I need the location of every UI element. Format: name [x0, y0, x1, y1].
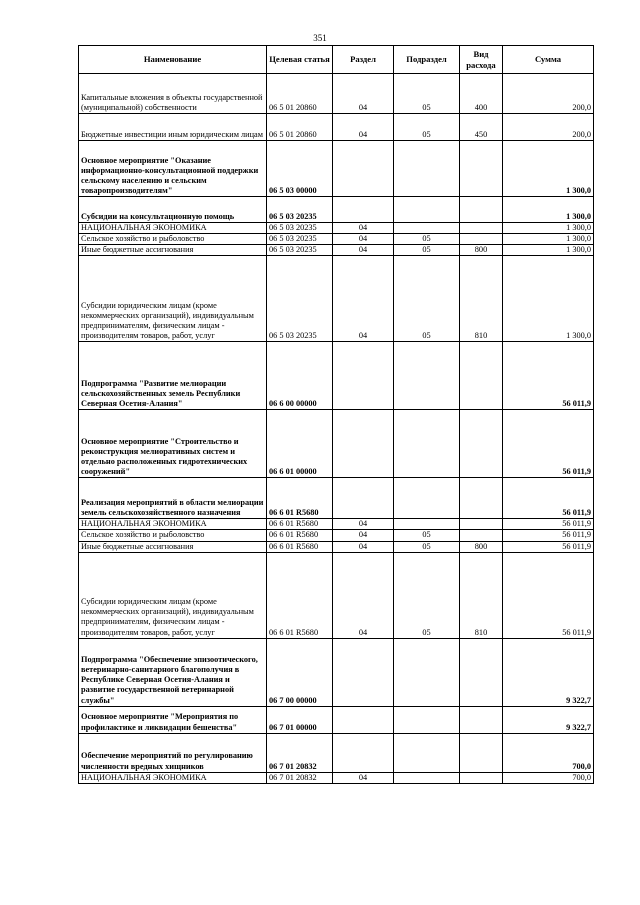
- table-header-row: [79, 46, 594, 74]
- cell-section: 04: [333, 519, 394, 530]
- cell-code: 06 6 01 00000: [267, 410, 333, 478]
- cell-section: 04: [333, 245, 394, 256]
- cell-subsection: 05: [394, 552, 460, 638]
- cell-code: 06 6 01 R5680: [267, 530, 333, 541]
- cell-name: Иные бюджетные ассигнования: [79, 541, 267, 552]
- cell-expense: [460, 197, 503, 223]
- table-row: [79, 234, 594, 245]
- page-number: 351: [313, 33, 327, 43]
- cell-code: 06 7 00 00000: [267, 638, 333, 706]
- cell-code: 06 6 01 R5680: [267, 552, 333, 638]
- cell-code: 06 6 01 R5680: [267, 478, 333, 519]
- cell-code: 06 5 03 20235: [267, 245, 333, 256]
- cell-section: [333, 410, 394, 478]
- header-subsection: Подраздел: [394, 46, 460, 74]
- cell-name: НАЦИОНАЛЬНАЯ ЭКОНОМИКА: [79, 772, 267, 783]
- cell-subsection: 05: [394, 541, 460, 552]
- cell-name: Сельское хозяйство и рыболовство: [79, 530, 267, 541]
- cell-expense: [460, 530, 503, 541]
- cell-name: Иные бюджетные ассигнования: [79, 245, 267, 256]
- cell-sum: 700,0: [503, 772, 594, 783]
- cell-sum: 1 300,0: [503, 223, 594, 234]
- cell-sum: 200,0: [503, 114, 594, 141]
- table-row: [79, 638, 594, 706]
- cell-name: НАЦИОНАЛЬНАЯ ЭКОНОМИКА: [79, 519, 267, 530]
- cell-sum: 56 011,9: [503, 342, 594, 410]
- table-row: [79, 114, 594, 141]
- cell-subsection: [394, 733, 460, 772]
- cell-name: Субсидии на консультационную помощь: [79, 197, 267, 223]
- budget-table: [78, 45, 594, 784]
- cell-name: Основное мероприятие "Оказание информационно-консультационной поддержки сельскому населению и сельским товаропроизводителям": [79, 141, 267, 197]
- cell-name: Сельское хозяйство и рыболовство: [79, 234, 267, 245]
- cell-subsection: [394, 197, 460, 223]
- cell-expense: [460, 638, 503, 706]
- header-expense: Вид расхода: [460, 46, 503, 74]
- cell-subsection: [394, 478, 460, 519]
- cell-section: 04: [333, 74, 394, 114]
- cell-expense: [460, 410, 503, 478]
- table-row: [79, 530, 594, 541]
- cell-sum: 700,0: [503, 733, 594, 772]
- cell-code: 06 7 01 20832: [267, 772, 333, 783]
- cell-expense: [460, 478, 503, 519]
- cell-section: [333, 197, 394, 223]
- cell-code: 06 5 01 20860: [267, 114, 333, 141]
- cell-subsection: [394, 772, 460, 783]
- cell-expense: [460, 772, 503, 783]
- cell-code: 06 6 00 00000: [267, 342, 333, 410]
- cell-section: 04: [333, 541, 394, 552]
- table-row: [79, 245, 594, 256]
- cell-section: [333, 478, 394, 519]
- cell-subsection: 05: [394, 234, 460, 245]
- cell-expense: 810: [460, 552, 503, 638]
- cell-section: 04: [333, 256, 394, 342]
- cell-name: Основное мероприятие "Строительство и реконструкция мелиоративных систем и отдельно расположенных гидротехнических сооружений": [79, 410, 267, 478]
- cell-sum: 1 300,0: [503, 256, 594, 342]
- cell-expense: [460, 342, 503, 410]
- cell-name: Основное мероприятие "Мероприятия по профилактике и ликвидации бешенства": [79, 706, 267, 733]
- cell-code: 06 5 03 20235: [267, 234, 333, 245]
- cell-name: Субсидии юридическим лицам (кроме некоммерческих организаций), индивидуальным предпринимателям, физическим лицам - производителям товаров, работ, услуг: [79, 552, 267, 638]
- cell-sum: 1 300,0: [503, 245, 594, 256]
- cell-code: 06 6 01 R5680: [267, 519, 333, 530]
- cell-subsection: [394, 706, 460, 733]
- cell-expense: 810: [460, 256, 503, 342]
- cell-code: 06 5 03 20235: [267, 256, 333, 342]
- cell-name: Субсидии юридическим лицам (кроме некоммерческих организаций), индивидуальным предпринимателям, физическим лицам - производителям товаров, работ, услуг: [79, 256, 267, 342]
- cell-expense: [460, 519, 503, 530]
- header-code: Целевая статья: [267, 46, 333, 74]
- cell-code: 06 6 01 R5680: [267, 541, 333, 552]
- cell-subsection: [394, 519, 460, 530]
- cell-name: Капитальные вложения в объекты государственной (муниципальной) собственности: [79, 74, 267, 114]
- cell-sum: 9 322,7: [503, 638, 594, 706]
- table-body: [79, 74, 594, 784]
- header-sum: Сумма: [503, 46, 594, 74]
- cell-name: Подпрограмма "Развитие мелиорации сельскохозяйственных земель Республики Северная Осетия-Алания": [79, 342, 267, 410]
- cell-expense: 400: [460, 74, 503, 114]
- cell-subsection: 05: [394, 530, 460, 541]
- cell-subsection: 05: [394, 256, 460, 342]
- cell-section: [333, 706, 394, 733]
- cell-expense: [460, 706, 503, 733]
- cell-code: 06 5 01 20860: [267, 74, 333, 114]
- cell-expense: [460, 234, 503, 245]
- table-row: [79, 706, 594, 733]
- cell-code: 06 5 03 20235: [267, 197, 333, 223]
- table-row: [79, 74, 594, 114]
- cell-sum: 1 300,0: [503, 234, 594, 245]
- cell-expense: 800: [460, 541, 503, 552]
- table-row: [79, 410, 594, 478]
- cell-section: 04: [333, 772, 394, 783]
- cell-sum: 56 011,9: [503, 541, 594, 552]
- cell-expense: 450: [460, 114, 503, 141]
- cell-subsection: [394, 638, 460, 706]
- cell-section: 04: [333, 223, 394, 234]
- cell-name: Бюджетные инвестиции иным юридическим лицам: [79, 114, 267, 141]
- cell-expense: [460, 141, 503, 197]
- table-row: [79, 552, 594, 638]
- cell-sum: 56 011,9: [503, 478, 594, 519]
- cell-sum: 200,0: [503, 74, 594, 114]
- cell-section: [333, 733, 394, 772]
- cell-section: [333, 638, 394, 706]
- cell-name: Подпрограмма "Обеспечение эпизоотического, ветеринарно-санитарного благополучия в Республике Северная Осетия-Алания и развитие государственной ветеринарной службы": [79, 638, 267, 706]
- cell-expense: [460, 733, 503, 772]
- cell-section: [333, 342, 394, 410]
- cell-sum: 56 011,9: [503, 552, 594, 638]
- table-row: [79, 541, 594, 552]
- table-row: [79, 519, 594, 530]
- cell-code: 06 5 03 00000: [267, 141, 333, 197]
- cell-code: 06 7 01 20832: [267, 733, 333, 772]
- table-row: [79, 256, 594, 342]
- cell-subsection: 05: [394, 245, 460, 256]
- cell-section: 04: [333, 552, 394, 638]
- table-row: [79, 733, 594, 772]
- cell-subsection: 05: [394, 114, 460, 141]
- table-row: [79, 478, 594, 519]
- table-row: [79, 342, 594, 410]
- cell-name: Реализация мероприятий в области мелиорации земель сельскохозяйственного назначения: [79, 478, 267, 519]
- cell-sum: 56 011,9: [503, 410, 594, 478]
- cell-sum: 56 011,9: [503, 530, 594, 541]
- cell-subsection: [394, 141, 460, 197]
- cell-sum: 1 300,0: [503, 141, 594, 197]
- cell-expense: 800: [460, 245, 503, 256]
- cell-sum: 9 322,7: [503, 706, 594, 733]
- table-row: [79, 141, 594, 197]
- table-row: [79, 223, 594, 234]
- cell-subsection: [394, 223, 460, 234]
- cell-section: 04: [333, 530, 394, 541]
- cell-section: 04: [333, 114, 394, 141]
- cell-sum: 1 300,0: [503, 197, 594, 223]
- cell-subsection: [394, 342, 460, 410]
- cell-sum: 56 011,9: [503, 519, 594, 530]
- cell-expense: [460, 223, 503, 234]
- cell-section: 04: [333, 234, 394, 245]
- table-row: [79, 197, 594, 223]
- cell-name: НАЦИОНАЛЬНАЯ ЭКОНОМИКА: [79, 223, 267, 234]
- cell-code: 06 5 03 20235: [267, 223, 333, 234]
- cell-section: [333, 141, 394, 197]
- header-section: Раздел: [333, 46, 394, 74]
- cell-code: 06 7 01 00000: [267, 706, 333, 733]
- table-row: [79, 772, 594, 783]
- cell-name: Обеспечение мероприятий по регулированию численности вредных хищников: [79, 733, 267, 772]
- cell-subsection: [394, 410, 460, 478]
- header-name: Наименование: [79, 46, 267, 74]
- cell-subsection: 05: [394, 74, 460, 114]
